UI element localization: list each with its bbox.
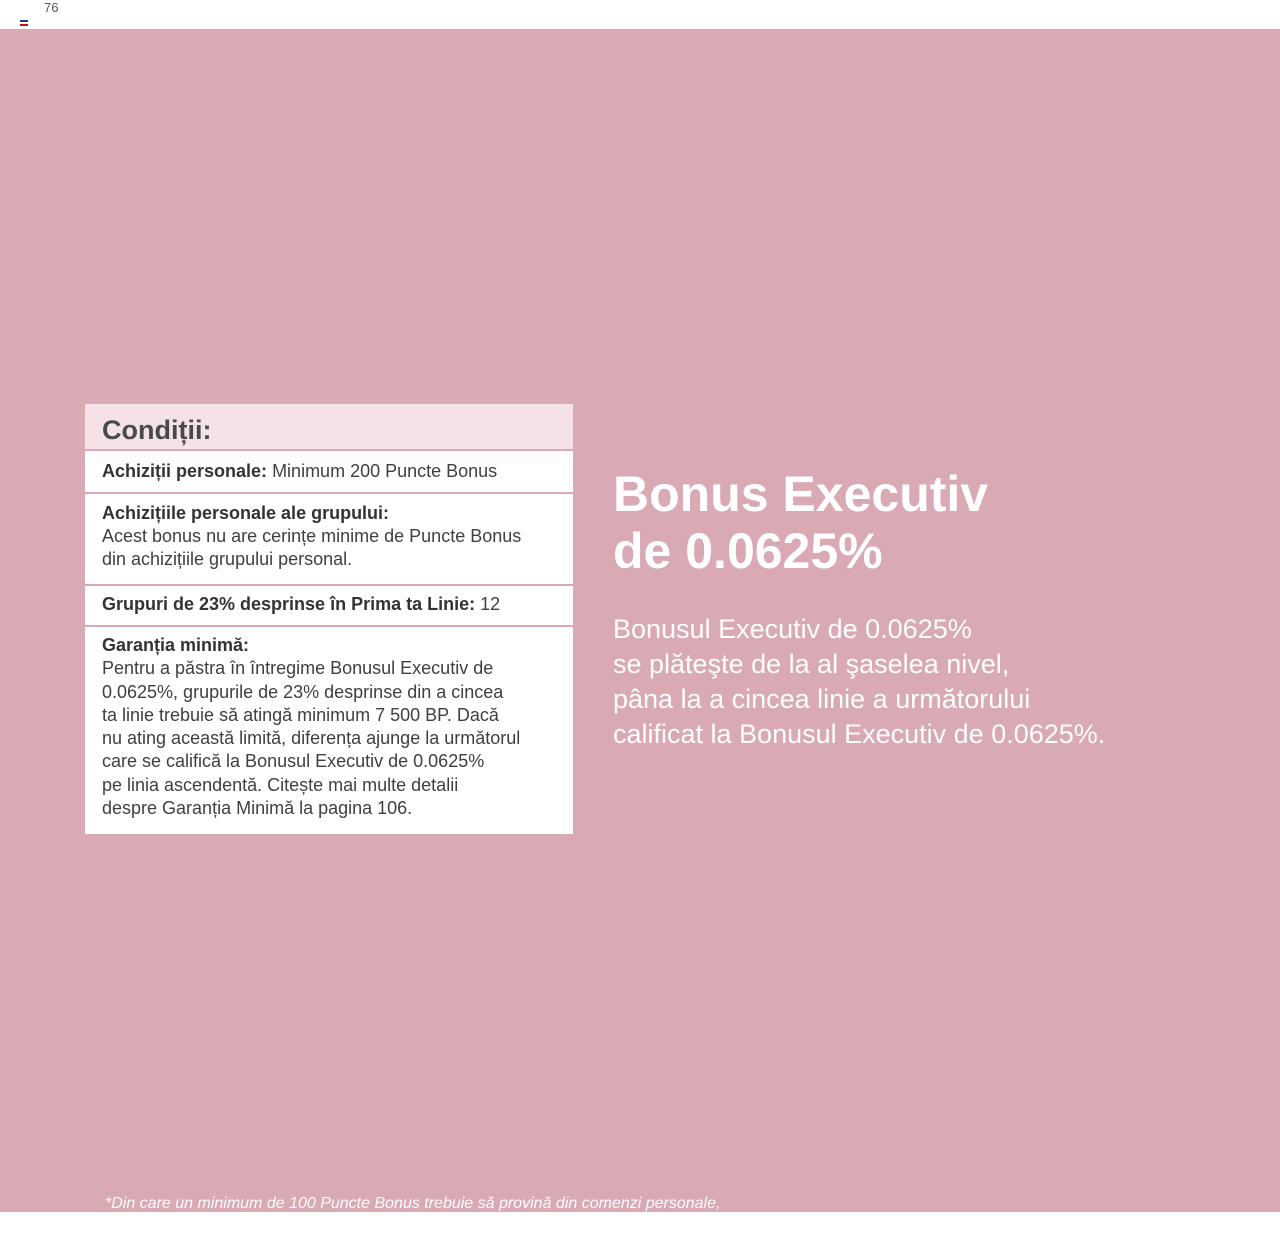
condition-guarantee-line: nu ating această limită, diferența ajunge la următorul — [102, 728, 521, 749]
condition-groups23-label: Grupuri de 23% desprinse în Prima ta Linie: — [102, 594, 476, 614]
bonus-title-line: de 0.0625% — [613, 523, 883, 579]
flag-icon — [20, 20, 28, 26]
bonus-description — [613, 612, 1233, 752]
bonus-title — [613, 466, 1213, 580]
condition-guarantee-line: pe linia ascendentă. Citește mai multe detalii — [102, 774, 459, 795]
description-line: calificat la Bonusul Executiv de 0.0625%. — [613, 719, 1106, 749]
condition-guarantee-line: 0.0625%, grupurile de 23% desprinse din a cincea — [102, 681, 504, 702]
description-line: pâna la a cincea linie a următorului — [613, 684, 1031, 714]
bonus-title-line: Bonus Executiv — [613, 466, 989, 522]
footnote — [105, 1194, 905, 1234]
condition-groups23 — [85, 584, 573, 625]
footnote-line: *Din care un minimum de 100 Puncte Bonus trebuie să provină din comenzi personale, — [105, 1195, 721, 1212]
page-number: 76 — [44, 0, 59, 15]
condition-group-line: din achizițiile grupului personal. — [102, 549, 353, 569]
condition-guarantee-line: care se califică la Bonusul Executiv de 0.0625% — [102, 751, 485, 772]
condition-group-line: Acest bonus nu are cerințe minime de Puncte Bonus — [102, 526, 522, 546]
condition-guarantee-line: ta linie trebuie să atingă minimum 7 500 BP. Dacă — [102, 704, 499, 725]
content-panel — [0, 29, 1280, 1232]
footnote-line: restul de 100 Puncte Bonus din comenzile celor sponsorizați de tine direct* — [112, 1215, 643, 1232]
condition-personal-value: Minimum 200 Puncte Bonus — [272, 461, 498, 481]
condition-guarantee-label: Garanția minimă: — [102, 635, 250, 655]
condition-guarantee — [85, 625, 573, 834]
page-header — [0, 0, 1280, 29]
condition-guarantee-line: despre Garanția Minimă la pagina 106. — [102, 798, 413, 819]
conditions-heading: Condiții: — [85, 404, 573, 451]
condition-group — [85, 492, 573, 584]
conditions-card — [85, 404, 573, 834]
condition-guarantee-line: Pentru a păstra în întregime Bonusul Executiv de — [102, 658, 494, 679]
condition-groups23-value: 12 — [480, 594, 501, 614]
description-line: Bonusul Executiv de 0.0625% — [613, 614, 972, 644]
condition-personal — [85, 451, 573, 492]
description-line: se plăteşte de la al şaselea nivel, — [613, 649, 1010, 679]
condition-personal-label: Achiziții personale: — [102, 461, 268, 481]
condition-group-label: Achizițiile personale ale grupului: — [102, 503, 390, 523]
